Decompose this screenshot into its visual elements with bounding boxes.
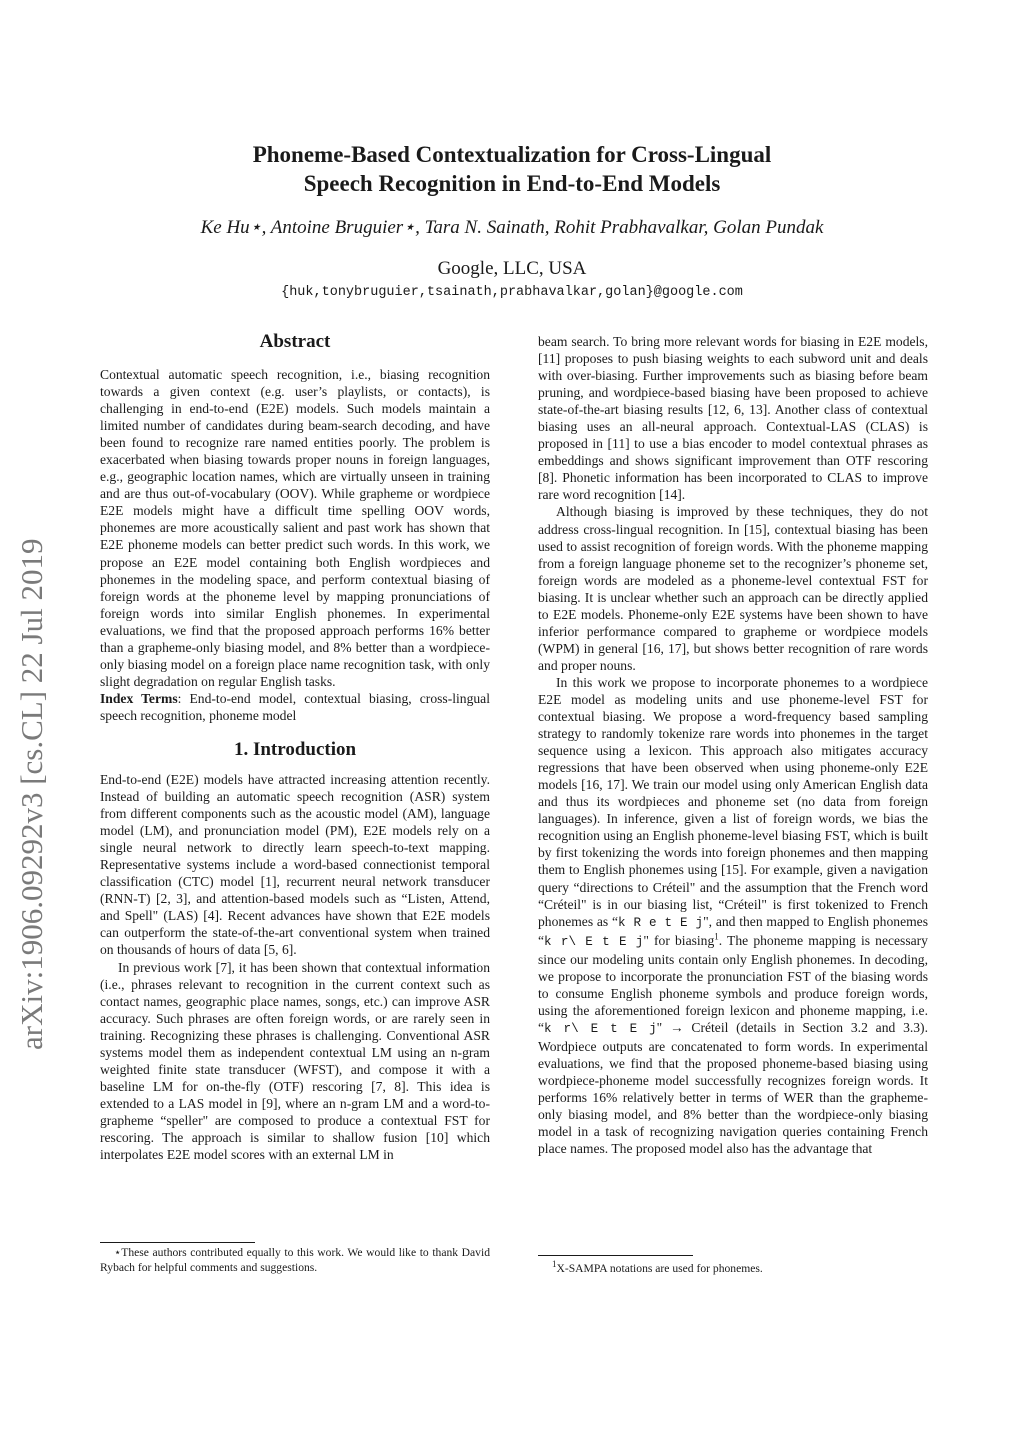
left-column xyxy=(100,330,490,1163)
footnote-right xyxy=(538,1259,928,1277)
index-terms-text: : End-to-end model, contextual biasing, cross-lingual speech recognition, phoneme model xyxy=(100,690,490,723)
intro-paragraph-1: End-to-end (E2E) models have attracted increasing attention recently. Instead of building an automatic speech recognition (ASR) system from different components such as the acoustic model (AM), language model (LM), and pronunciation model (PM), E2E models rely on a single neural network to directly learn speech-to-text mapping. Representative systems include a word-based connectionist temporal classification (CTC) model [1], recurrent neural network transducer (RNN-T) [2, 3], and attention-based models such as “Listen, Attend, and Spell" (LAS) [4]. Recent advances have shown that E2E models can outperform the state-of-the-art conventional system when trained on thousands of hours of data [5, 6]. xyxy=(100,771,490,958)
title-line-1: Phoneme-Based Contextualization for Cross-Lingual xyxy=(252,142,772,167)
footnote-left-text: ⋆These authors contributed equally to this work. We would like to thank David Rybach for helpful comments and suggestions. xyxy=(100,1246,490,1274)
author-emails: {huk,tonybruguier,tsainath,prabhavalkar,golan}@google.com xyxy=(281,285,743,300)
abstract-heading: Abstract xyxy=(259,331,331,352)
abstract-body: Contextual automatic speech recognition, i.e., biasing recognition towards a given context (e.g. user’s playlists, or contacts), is challenging in end-to-end (E2E) models. Such models maintain a limited number of candidates during beam-search decoding, and have been found to recognize rare named entities poorly. The problem is exacerbated when biasing towards proper nouns in foreign languages, e.g., geographic location names, which are virtually unseen in training and are thus out-of-vocabulary (OOV). While grapheme or wordpiece E2E models might have a difficult time spelling OOV words, phonemes are more acoustically salient and past work has shown that E2E phoneme models can better predict such words. In this work, we propose an E2E model containing both English wordpieces and phonemes in the modeling space, and perform contextual biasing of foreign words at the phoneme level by mapping pronunciations of foreign words into similar English phonemes. In experimental evaluations, we find that the proposed approach performs 16% better than a grapheme-only biasing model, and 8% better than a wordpiece-only biasing model on a foreign place name recognition task, with only slight degradation on regular English tasks. xyxy=(100,367,490,689)
right-p3-part-e: " → Créteil (details in Section 3.2 and 3.3). Wordpiece outputs are concatenated to form words. In experimental evaluations, we find that the proposed phoneme-based biasing using wordpiece-phoneme model successfully recognizes foreign words. It performs 16% relatively better in terms of WER than the grapheme-only biasing model, and 8% better than the wordpiece-only biasing model in a task of recognizing navigation queries containing French place names. The proposed model also has the advantage that xyxy=(538,1019,928,1157)
right-p3-part-b: ", and then mapped to English phonemes “ xyxy=(538,913,929,948)
right-p3-part-c: " for biasing xyxy=(643,932,715,948)
xsampa-english-1: k r\ E t E j xyxy=(544,934,644,949)
title-line-2: Speech Recognition in End-to-End Models xyxy=(303,171,721,196)
footnote-left xyxy=(100,1246,490,1275)
affiliation: Google, LLC, USA xyxy=(437,258,587,279)
intro-paragraph-2: In previous work [7], it has been shown that contextual information (i.e., phrases relevant to recognition in the current context such as contact names, geographic place names, songs, etc.) can improve ASR accuracy. Such phrases are often foreign words, or are rarely seen in training. Recognizing these phrases is challenging. Conventional ASR systems model them as independent contextual LM using an n-gram weighted finite state transducer (WFST), and compose it with a baseline LM for on-the-fly (OTF) rescoring [7, 8]. This idea is extended to a LAS model in [9], where an n-gram LM and a word-to-grapheme “speller" are composed to produce a contextual FST for rescoring. The approach is similar to shallow fusion [10] which interpolates E2E model scores with an external LM in xyxy=(100,959,490,1163)
footnote-right-marker: 1 xyxy=(552,1259,557,1270)
introduction-heading: 1. Introduction xyxy=(233,738,357,760)
footnote-rule-left xyxy=(100,1242,255,1243)
right-paragraph-1: beam search. To bring more relevant words for biasing in E2E models, [11] proposes to push biasing weights to each subword unit and deals with over-biasing. Further improvements such as biasing before beam pruning, and wordpiece-based biasing have been proposed to achieve state-of-the-art biasing results [12, 6, 13]. Another class of contextual biasing uses an all-neural approach. Contextual-LAS (CLAS) is proposed in [11] to use a bias encoder to model contextual phrases as embeddings and shows significant improvement than OTF rescoring [8]. Phonetic information has been incorporated to CLAS to improve rare word recognition [14]. xyxy=(538,334,928,503)
right-paragraph-3 xyxy=(538,674,928,1157)
footnote-right-text: X-SAMPA notations are used for phonemes. xyxy=(556,1262,763,1275)
paper-title xyxy=(0,140,1024,198)
author-list: Ke Hu⋆, Antoine Bruguier⋆, Tara N. Sainath, Rohit Prabhavalkar, Golan Pundak xyxy=(200,217,824,238)
right-p3-part-a: In this work we propose to incorporate phonemes to a wordpiece E2E model as modeling units and use phoneme-level FST for contextual biasing. We propose a word-frequency based sampling strategy to randomly tokenize rare words into phonemes in the target sequence using a lexicon. This approach also mitigates accuracy regressions that have been observed when using phoneme-only E2E models [16, 17]. We train our model using only American English data and thus its wordpieces and phoneme set (no data from foreign languages). In inference, given a list of foreign words, we bias the recognition using an English phoneme-level biasing FST, which is built by first tokenizing the words into foreign phonemes and then mapping them to English phonemes using [15]. For example, given a navigation query “directions to Créteil" and the assumption that the French word “Créteil" is in our biasing list, “Créteil" is first tokenized to French phonemes as “ xyxy=(538,674,928,929)
footnote-rule-right xyxy=(538,1255,693,1256)
right-paragraph-2: Although biasing is improved by these techniques, they do not address cross-lingual recognition. In [15], contextual biasing has been used to assist recognition of foreign words. With the phoneme mapping from a foreign language phoneme set to the recognizer’s phoneme set, foreign words are modeled as a phoneme-level contextual FST for biasing. It is unclear whether such an approach can be directly applied to E2E models. Phoneme-only E2E systems have been shown to have inferior performance compared to grapheme or wordpiece models (WPM) in general [16, 17], but shows better recognition of rare words and proper nouns. xyxy=(538,504,928,673)
index-terms xyxy=(100,690,490,724)
xsampa-english-2: k r\ E t E j xyxy=(544,1021,657,1036)
arxiv-identifier: arXiv:1906.09292v3 [cs.CL] 22 Jul 2019 xyxy=(14,538,49,1050)
right-p3-part-d: . The phoneme mapping is necessary since our modeling units contain only English phonemes. In decoding, we propose to incorporate the pronunciation FST of the biasing words to consume English phoneme symbols and produce foreign words, using the aforementioned foreign lexicon and phoneme mapping, i.e. “ xyxy=(538,932,928,1035)
footnote-marker-1: 1 xyxy=(714,931,719,942)
xsampa-french: k R e t E j xyxy=(618,915,704,930)
index-terms-label: Index Terms xyxy=(100,690,178,706)
right-column xyxy=(538,333,928,1157)
